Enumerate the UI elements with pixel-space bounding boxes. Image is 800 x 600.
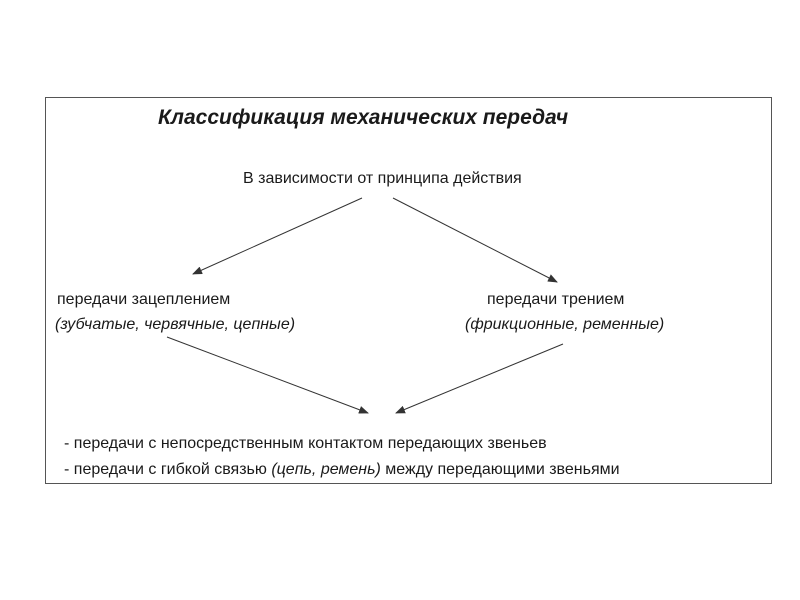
classification-criterion: В зависимости от принципа действия <box>243 170 522 187</box>
result-flexible-link-end: между передающими звеньями <box>380 461 620 478</box>
result-flexible-link <box>64 460 620 480</box>
friction-drives-label: передачи трением <box>487 291 625 308</box>
result-flexible-link-start: - передачи с гибкой связью <box>64 461 272 478</box>
friction-drives-examples: (фрикционные, ременные) <box>465 316 665 333</box>
result-flexible-link-examples: (цепь, ремень) <box>271 461 381 478</box>
diagram-title: Классификация механических передач <box>158 106 569 129</box>
result-direct-contact: - передачи с непосредственным контактом передающих звеньев <box>64 435 547 452</box>
gear-drives-examples: (зубчатые, червячные, цепные) <box>55 316 296 333</box>
gear-drives-label: передачи зацеплением <box>57 291 231 308</box>
